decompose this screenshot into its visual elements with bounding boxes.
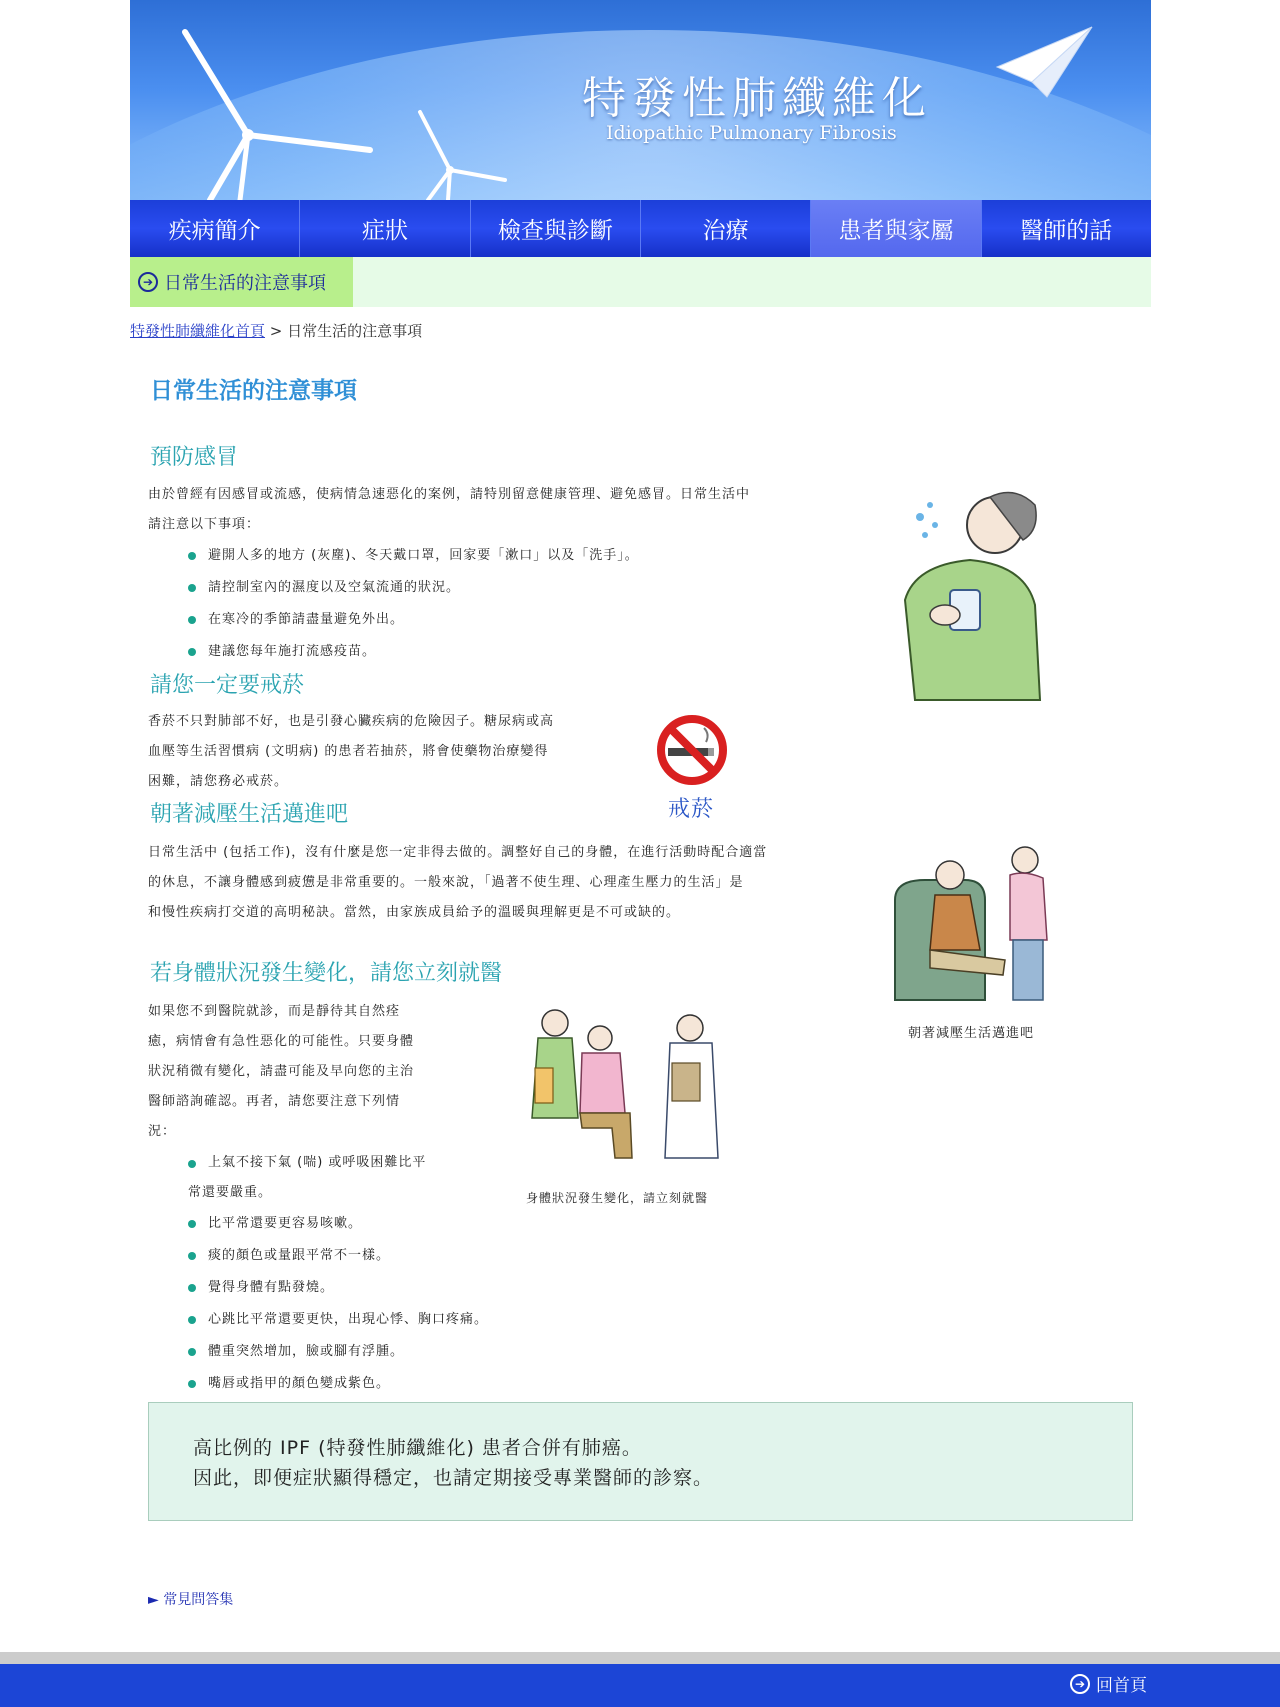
nav-item-disease-intro[interactable]: 疾病簡介 [130, 200, 300, 257]
paper-plane-image [992, 22, 1102, 102]
nav-item-diagnosis[interactable]: 檢查與診斷 [471, 200, 641, 257]
section-heading-cold: 預防感冒 [150, 445, 239, 470]
nav-item-doctor-words[interactable]: 醫師的話 [1020, 218, 1113, 244]
nav-item-treatment[interactable]: 治療 [641, 200, 811, 257]
cold-paragraph-line: 由於曾經有因感冒或流感，使病情急速惡化的案例，請特別留意健康管理、避免感冒。日常生活中 [148, 487, 751, 502]
stress-paragraph-line: 的休息，不讓身體感到疲憊是非常重要的。一般來說，「過著不使生理、心理產生壓力的生活」是 [148, 875, 744, 890]
list-item: 請控制室內的濕度以及空氣流通的狀況。 [188, 572, 639, 604]
no-smoking-label: 戒菸 [668, 797, 715, 822]
footer [0, 1664, 1280, 1707]
stress-caption: 朝著減壓生活邁進吧 [908, 1026, 1035, 1041]
no-smoking-icon [656, 714, 728, 786]
list-item: 嘴唇或指甲的顏色變成紫色。 [188, 1368, 488, 1400]
doctor-paragraph-line: 況： [148, 1124, 177, 1139]
gargling-man-illustration [875, 485, 1065, 705]
nav-item-patients-family[interactable]: 患者與家屬 [811, 200, 981, 257]
doctor-paragraph [148, 997, 414, 1147]
page-title: 日常生活的注意事項 [150, 378, 357, 404]
main-nav [130, 200, 1151, 257]
list-item [188, 1148, 488, 1208]
smoking-paragraph [148, 707, 554, 797]
subnav-item-label: 日常生活的注意事項 [164, 273, 326, 294]
doctor-paragraph-line: 狀況稍微有變化，請盡可能及早向您的主治 [148, 1064, 415, 1079]
subnav-item-daily-life[interactable] [130, 257, 353, 307]
site-title-en: Idiopathic Pulmonary Fibrosis [606, 122, 897, 144]
circle-arrow-right-icon: ➔ [1070, 1674, 1090, 1694]
list-item: 在寒冷的季節請盡量避免外出。 [188, 604, 639, 636]
sub-nav [130, 257, 1151, 307]
breadcrumb-home-link[interactable]: 特發性肺纖維化首頁 [130, 322, 266, 340]
list-item-line: 上氣不接下氣 (喘) 或呼吸困難比平 [208, 1155, 427, 1170]
home-link-label: 回首頁 [1096, 1676, 1147, 1696]
notice-line: 高比例的 IPF (特發性肺纖維化) 患者合併有肺癌。 [193, 1437, 642, 1459]
section-heading-doctor: 若身體狀況發生變化，請您立刻就醫 [150, 961, 503, 986]
stress-paragraph [148, 838, 767, 928]
nav-item-symptoms[interactable]: 症狀 [300, 200, 470, 257]
smoking-paragraph-line: 血壓等生活習慣病 (文明病) 的患者若抽菸，將會使藥物治療變得 [148, 744, 549, 759]
list-item: 避開人多的地方 (灰塵)、冬天戴口罩，回家要「漱口」以及「洗手」。 [188, 540, 639, 572]
list-item-line: 常還要嚴重。 [188, 1185, 273, 1200]
doctor-caption: 身體狀況發生變化，請立刻就醫 [526, 1191, 709, 1205]
cold-bullet-list [188, 540, 639, 668]
wind-turbine-small-image [400, 100, 510, 200]
cold-paragraph-line: 請注意以下事項： [148, 517, 261, 532]
list-item: 痰的顏色或量跟平常不一樣。 [188, 1240, 488, 1272]
notice-line: 因此，即便症狀顯得穩定，也請定期接受專業醫師的診察。 [193, 1467, 714, 1489]
list-item: 體重突然增加，臉或腳有浮腫。 [188, 1336, 488, 1368]
list-item: 覺得身體有點發燒。 [188, 1272, 488, 1304]
smoking-paragraph-line: 香菸不只對肺部不好，也是引發心臟疾病的危險因子。糖尿病或高 [148, 714, 555, 729]
breadcrumb [130, 320, 422, 341]
doctor-paragraph-line: 癒，病情會有急性惡化的可能性。只要身體 [148, 1034, 415, 1049]
list-item: 比平常還要更容易咳嗽。 [188, 1208, 488, 1240]
lung-cancer-notice [148, 1402, 1133, 1521]
breadcrumb-separator: > [269, 322, 283, 340]
doctor-paragraph-line: 醫師諮詢確認。再者，請您要注意下列情 [148, 1094, 401, 1109]
header-banner [130, 0, 1151, 200]
stress-paragraph-line: 和慢性疾病打交道的高明秘訣。當然，由家族成員給予的溫暖與理解更是不可或缺的。 [148, 905, 681, 920]
smoking-paragraph-line: 困難，請您務必戒菸。 [148, 774, 289, 789]
footer-divider [0, 1652, 1280, 1664]
cold-paragraph [148, 480, 750, 540]
doctor-visit-illustration [520, 1008, 740, 1178]
section-heading-smoking: 請您一定要戒菸 [150, 673, 305, 698]
relaxing-couple-illustration [885, 840, 1065, 1010]
wind-turbine-image [170, 0, 430, 200]
stress-paragraph-line: 日常生活中 (包括工作)，沒有什麼是您一定非得去做的。調整好自己的身體，在進行活動時配合適當 [148, 845, 768, 860]
home-link[interactable] [1070, 1671, 1147, 1696]
doctor-bullet-list [188, 1148, 488, 1400]
doctor-paragraph-line: 如果您不到醫院就診，而是靜待其自然痊 [148, 1004, 401, 1019]
breadcrumb-current: 日常生活的注意事項 [287, 322, 423, 340]
list-item: 心跳比平常還要更快，出現心悸、胸口疼痛。 [188, 1304, 488, 1336]
section-heading-stress: 朝著減壓生活邁進吧 [150, 802, 349, 827]
circle-arrow-right-icon: ➔ [138, 272, 158, 292]
site-title-zh: 特發性肺纖維化 [582, 73, 932, 124]
faq-link[interactable]: ► 常見問答集 [148, 1592, 234, 1608]
list-item: 建議您每年施打流感疫苗。 [188, 636, 639, 668]
